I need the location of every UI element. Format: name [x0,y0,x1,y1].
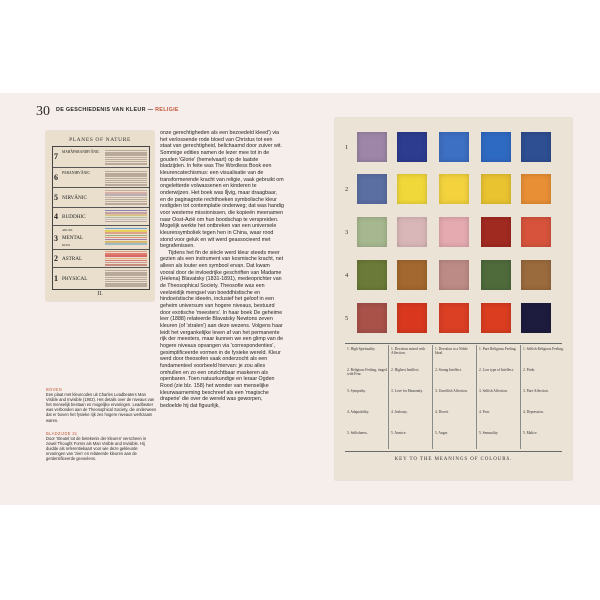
plane-number: 3 [54,234,58,243]
planes-of-nature-plate [46,131,154,301]
colour-meaning: 2. Strong Intellect. [435,368,462,372]
colour-swatch [397,303,427,333]
colour-swatch [357,174,387,204]
colour-swatch [481,174,511,204]
column-divider [432,345,433,449]
colour-swatch [357,303,387,333]
caption-above [46,387,156,423]
plane-row-2 [53,249,149,268]
body-text [160,130,284,410]
colour-swatch [481,303,511,333]
colour-meaning: 1. Pure Religious Feeling. [479,347,517,351]
colour-meaning: 5. Avarice. [391,431,407,435]
plane-row-3 [53,225,149,250]
key-rule [345,451,562,452]
header-section: RELIGIE [155,107,179,113]
plane-name: MAHÂPARANIRVÂNIC [62,150,100,154]
plane-name: BUDDHIC [62,214,86,220]
colour-meaning: 3. Unselfish Affection. [435,389,468,393]
row-number: 2 [345,186,349,193]
caption-label: BOVEN [46,387,62,392]
colour-swatch [397,174,427,204]
plane-number: 1 [54,274,58,283]
plane-subname-bottom: RUPA [62,243,71,247]
colour-key-plate [335,118,572,480]
plane-number: 2 [54,254,58,263]
paragraph: Tijdens het fin de siècle werd kleur steeds meer gezien als een instrument van kosmische kracht, net alleen als louter een symbool ervan. Dat kwam vooral door de invloedrijke geschriften van Madame (Helena) Blavatsky (1831-1891), medeoprichter van de Theosophical Society. Theosofie was een veelzeidijk mengsel van boeddhistische en hindoeïstische ideeën, inclusief het geloof in een geheim universum van hogere niveaus, bestuurd door exotische 'meesters'. In haar boek De geheime leer (1888) relateerde Blavatsky Newtons zeven kleuren (of 'stralen') aan deze wezens. Volgens haar leidt het vergankelijke leven af van het permanente rijk der meesters, maar kunnen we een glimp van de hogere niveaus opvangen via 'correspondenties', gesimplificeerde vormen in de fysieke wereld. Kleur werd door theosofen vaak onderzocht als een fundamenteel voorbeeld hiervan: je zou alles omhullen en zo een onzichtbaar maskeren als openbaren. Toen natuurkundige en leraar Ogden Rood (zie blz. 158) het wonder van menselijke kleurwaarneming beschreef als een 'magische draperie' die over de wereld was geworpen, bedoelde hij dat figuurlijk, [160,249,284,409]
row-number: 3 [345,229,349,236]
plane-number: 7 [54,152,58,161]
colour-meaning: 2. Pride. [523,368,536,372]
plane-number: 4 [54,212,58,221]
colour-swatch [521,217,551,247]
plane-name: ASTRAL [62,256,83,262]
plane-number: 6 [54,173,58,182]
running-header [56,107,179,113]
colour-meaning: 5. Sensuality. [479,431,499,435]
header-title: DE GESCHIEDENIS VAN KLEUR [56,107,146,113]
colour-meaning: 2. Highest Intellect. [391,368,420,372]
colour-swatch [439,132,469,162]
plane-subname-top: ARUPA [62,228,73,232]
colour-swatch [439,260,469,290]
plane-row-7 [53,147,149,167]
figure-number: II. [97,291,103,297]
plane-name: PHYSICAL [62,276,88,282]
row-number: 1 [345,144,349,151]
plane-number: 5 [54,193,58,202]
column-divider [476,345,477,449]
colour-swatch [397,260,427,290]
caption-right [46,431,156,462]
colour-swatch [439,174,469,204]
colour-swatch [481,132,511,162]
plane-row-6 [53,167,149,188]
caption-label: BLADZIJDE 31 [46,431,78,436]
key-title: KEY TO THE MEANINGS OF COLOURS. [394,457,513,462]
colour-meaning: 4. Fear. [479,410,490,414]
caption-text: Door 'Sleutel tot de betekenis der kleuren' verscheen in zowel Thought Forms als Man Visible and Invisible. Hij duidde als referentiekaart voor wie deze gekleurde ervaringen van 'zien' en relateerde kleuren aan de geïdentificeerde gevoelens. [46,436,147,462]
colour-swatch [357,217,387,247]
colour-meaning: 4. Depression. [523,410,544,414]
colour-meaning: 3. Selfish Affection. [479,389,508,393]
row-number: 5 [345,315,349,322]
colour-swatch [481,260,511,290]
planes-table [52,146,150,290]
plate-title: PLANES OF NATURE [69,137,131,143]
colour-swatch [521,174,551,204]
paragraph: onze gerechtigheden als een bezoedeld kleed') via het verlossende rode bloed van Christus tot een staat van gerechtigheid, belichaamd door zuiver wit. Sommige edities namen de lezer mee tot in de gouden 'Glorie' (hemelvaart) op de laatste bladzijden. In feite was The Wordless Book een kleurencatechismus: een visualisatie van de transformerende kracht van religie, vaak gebruikt om ongeletterde volwassenen en kinderen te onderwijzen. Het boek was ll̈jvig, maar draagbaar, en de paginagrote rechthoeken symbolische kleur nodigden tot contemplatie onderweg; dat was handig voor westerne missionissen, die kopieën meenamen naar Oost-Azië om hun boodschap te verspreiden. Mogelijk werkte het ontbreken van een universele kleurensymboliek tegen hen in China, waar rood stond voor geluk en wit werd geassocieerd met begrafenissen. [160,130,284,250]
colour-swatch [357,260,387,290]
colour-meaning: 5. Anger. [435,431,449,435]
colour-meaning: 4. Adaptability. [347,410,370,414]
colour-meaning: 2. Low type of Intellect. [479,368,514,372]
colour-swatch [521,303,551,333]
colour-meaning: 1. Devotion mixed with Affection. [391,347,426,356]
row-number: 4 [345,272,349,279]
colour-swatch [357,132,387,162]
colour-meaning: 1. Devotion to a Noble Ideal. [435,347,468,356]
colour-swatch [439,217,469,247]
plane-name: MENTAL [62,235,84,241]
column-divider [520,345,521,449]
colour-swatch [397,217,427,247]
colour-swatch [521,132,551,162]
colour-meaning: 5. Selfishness. [347,431,368,435]
colour-swatch [439,303,469,333]
colour-meaning: 5. Malice. [523,431,538,435]
plane-name: PARANIRVÂNIC [62,171,91,175]
colour-meaning: 1. High Spirituality. [347,347,376,351]
caption-text: Een plaat met kleurcodes uit Charles Leadbeaters Man Visible and Invisible (1902). Het details over de niveaus van het menselijk bestaan en mogelijke ervaringen. Leadbeater was verbonden aan de Theosophical Society, die onderwees dat er boven het fysieke rijk zes hogere niveaus werkzaam waren. [46,392,156,423]
colour-swatch [481,217,511,247]
header-dash: — [147,107,154,113]
colour-meaning: 3. Love for Humanity. [391,389,424,393]
colour-meaning: 1. Selfish Religious Feeling. [523,347,564,351]
colour-meaning: 3. Pure Affection. [523,389,549,393]
colour-meaning: 2. Religious Feeling, tinged with Fear. [347,368,387,377]
colour-meaning: 4. Jealousy. [391,410,408,414]
colour-meaning: 4. Deceit. [435,410,449,414]
key-rule [345,343,562,344]
page-number: 30 [36,104,50,119]
plane-row-1 [53,267,149,290]
plane-row-5 [53,187,149,208]
plane-name: NIRVÂNIC [62,195,87,201]
colour-swatch [521,260,551,290]
plane-row-4 [53,207,149,226]
colour-swatch [397,132,427,162]
colour-meaning: 3. Sympathy. [347,389,366,393]
column-divider [388,345,389,449]
